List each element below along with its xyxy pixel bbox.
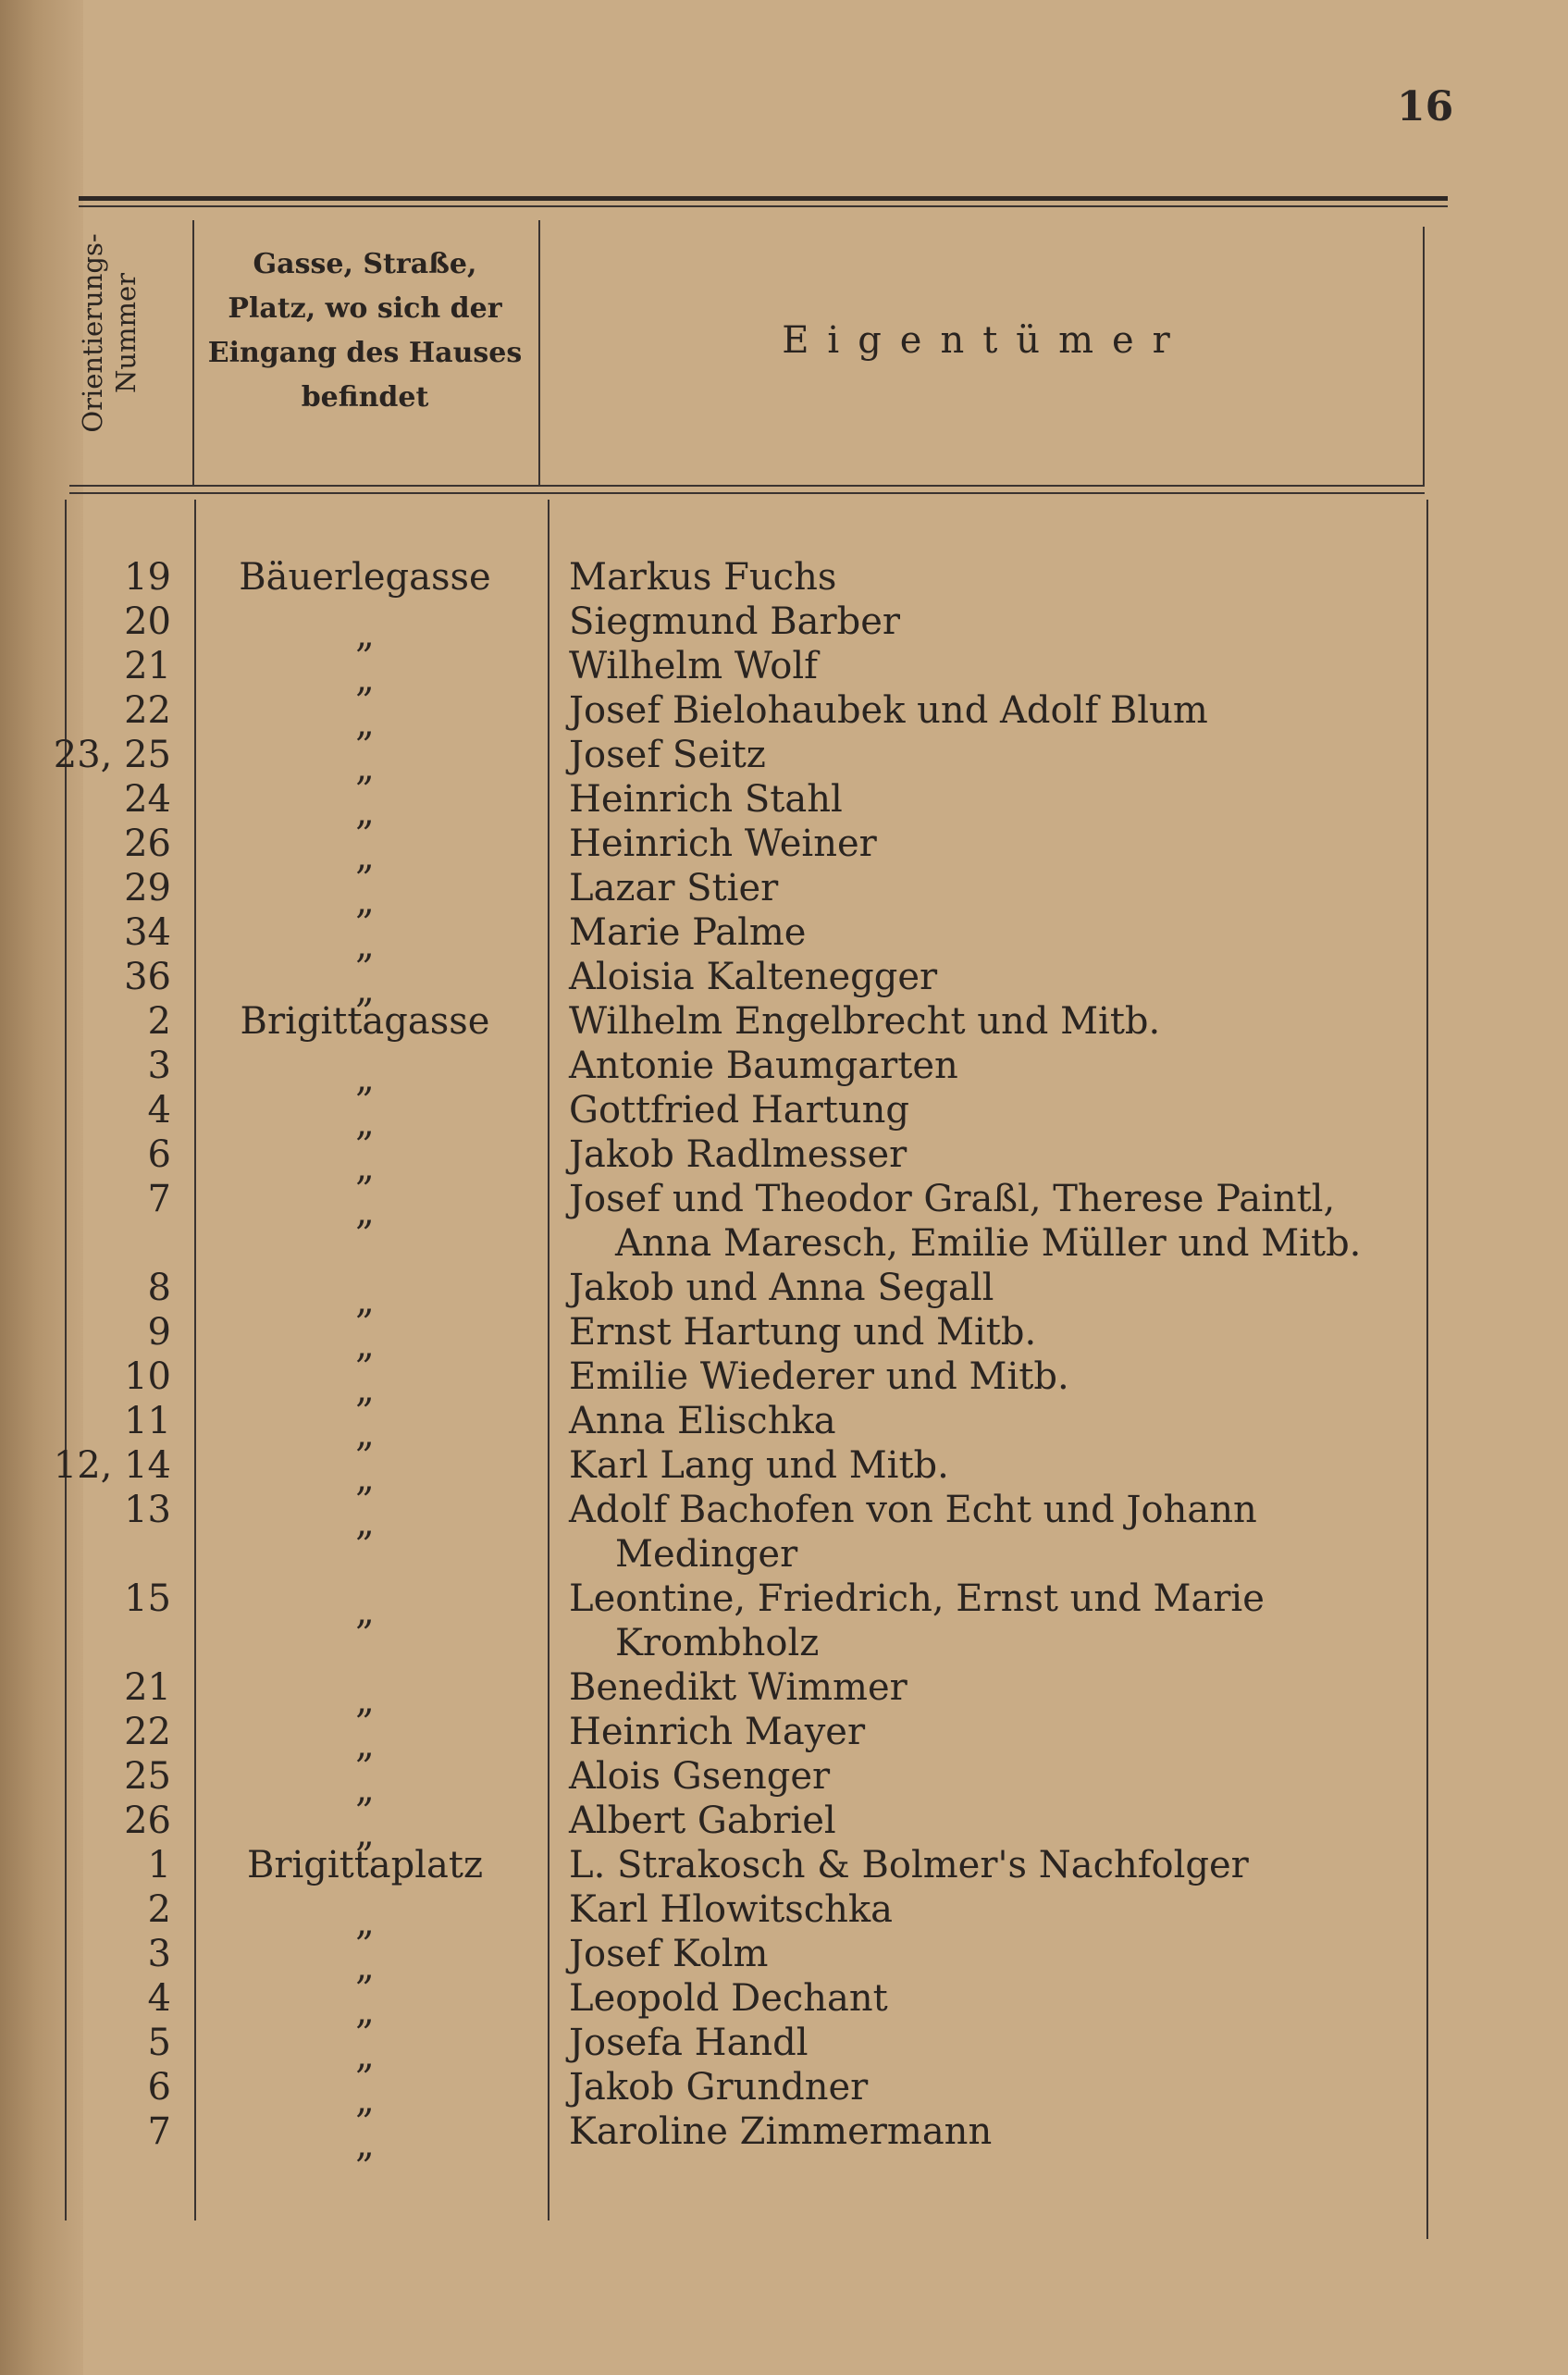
ditto-mark: „ bbox=[355, 1058, 375, 1100]
ditto-mark: „ bbox=[355, 1102, 375, 1144]
owner-name: Josef Bielohaubek und Adolf Blum bbox=[569, 689, 1208, 732]
ditto-mark: „ bbox=[355, 880, 375, 922]
owner-name: Jakob und Anna Segall bbox=[569, 1267, 994, 1309]
table-row bbox=[0, 1976, 1568, 2033]
table-row bbox=[0, 1310, 1568, 1367]
header-orientation-number: Orientierungs-Nummer bbox=[77, 233, 142, 433]
table-row bbox=[0, 1443, 1568, 1500]
owner-name bbox=[569, 1177, 1420, 1266]
house-number: 3 bbox=[147, 1933, 171, 1975]
house-number: 26 bbox=[124, 823, 171, 865]
house-number: 20 bbox=[124, 600, 171, 643]
house-number: 5 bbox=[147, 2022, 171, 2064]
ditto-mark: „ bbox=[355, 2035, 375, 2077]
table-row bbox=[0, 822, 1568, 878]
house-number: 8 bbox=[147, 1267, 171, 1309]
owner-name: Josef Seitz bbox=[569, 734, 766, 776]
owner-name: Aloisia Kaltenegger bbox=[569, 956, 938, 998]
table-row bbox=[0, 733, 1568, 789]
ditto-mark: „ bbox=[355, 1679, 375, 1722]
ditto-mark: „ bbox=[355, 2079, 375, 2121]
ditto-mark: „ bbox=[355, 1946, 375, 1988]
ditto-mark: „ bbox=[355, 1324, 375, 1367]
ditto-mark: „ bbox=[355, 1901, 375, 1944]
owner-name: Benedikt Wimmer bbox=[569, 1666, 907, 1709]
street-name: Bäuerlegasse bbox=[239, 556, 491, 599]
house-number: 26 bbox=[124, 1800, 171, 1842]
table-row bbox=[0, 1887, 1568, 1944]
owner-name: Heinrich Weiner bbox=[569, 823, 877, 865]
ditto-mark: „ bbox=[355, 1990, 375, 2033]
owner-line: Adolf Bachofen von Echt und Johann bbox=[569, 1489, 1257, 1531]
table-row bbox=[0, 910, 1568, 967]
house-number: 34 bbox=[124, 911, 171, 954]
table-row bbox=[0, 1665, 1568, 1722]
header-bottom-rule bbox=[69, 492, 1425, 494]
house-number: 7 bbox=[147, 2110, 171, 2153]
table-row bbox=[0, 1710, 1568, 1766]
table-row bbox=[0, 1399, 1568, 1455]
table-row bbox=[0, 1044, 1568, 1100]
owner-name: Marie Palme bbox=[569, 911, 807, 954]
owner-name: Jakob Grundner bbox=[569, 2066, 869, 2109]
table-row bbox=[0, 644, 1568, 700]
house-number: 19 bbox=[124, 556, 171, 599]
owner-name: Siegmund Barber bbox=[569, 600, 901, 643]
house-number: 15 bbox=[124, 1577, 171, 1620]
owner-name: Markus Fuchs bbox=[569, 556, 837, 599]
table-row bbox=[0, 1799, 1568, 1855]
house-number: 2 bbox=[147, 1000, 171, 1043]
house-number: 3 bbox=[147, 1045, 171, 1087]
house-number: 12, 14 bbox=[53, 1444, 171, 1487]
table-row bbox=[0, 1843, 1568, 1887]
house-number: 6 bbox=[147, 1133, 171, 1176]
owner-name: Wilhelm Engelbrecht und Mitb. bbox=[569, 1000, 1161, 1043]
ditto-mark: „ bbox=[355, 1146, 375, 1189]
owner-name: Gottfried Hartung bbox=[569, 1089, 909, 1132]
owner-line: Josef und Theodor Graßl, Therese Paintl, bbox=[569, 1178, 1336, 1220]
header-owner: Eigentümer bbox=[782, 319, 1189, 362]
table-row bbox=[0, 999, 1568, 1044]
owner-name: Heinrich Stahl bbox=[569, 778, 843, 821]
ditto-mark: „ bbox=[355, 1590, 375, 1633]
house-number: 21 bbox=[124, 1666, 171, 1709]
table-row bbox=[0, 600, 1568, 656]
table-row bbox=[0, 866, 1568, 922]
owner-name: Leopold Dechant bbox=[569, 1977, 888, 2020]
ditto-mark: „ bbox=[355, 969, 375, 1011]
ditto-mark: „ bbox=[355, 1191, 375, 1233]
table-row bbox=[0, 1266, 1568, 1322]
house-number: 22 bbox=[124, 689, 171, 732]
table-row bbox=[0, 1354, 1568, 1411]
owner-name: Karl Hlowitschka bbox=[569, 1888, 893, 1931]
owner-name: Karl Lang und Mitb. bbox=[569, 1444, 949, 1487]
owner-name: Albert Gabriel bbox=[569, 1800, 836, 1842]
house-number: 7 bbox=[147, 1178, 171, 1220]
owner-name: Wilhelm Wolf bbox=[569, 645, 818, 687]
house-number: 24 bbox=[124, 778, 171, 821]
table-row bbox=[0, 1488, 1568, 1577]
house-number: 13 bbox=[124, 1489, 171, 1531]
table-row bbox=[0, 2109, 1568, 2166]
ditto-mark: „ bbox=[355, 2123, 375, 2166]
street-name: Brigittaplatz bbox=[246, 1844, 484, 1886]
table-row bbox=[0, 1754, 1568, 1811]
house-number: 11 bbox=[124, 1400, 171, 1442]
ditto-mark: „ bbox=[355, 747, 375, 789]
table-body bbox=[0, 555, 1568, 2166]
ditto-mark: „ bbox=[355, 1457, 375, 1500]
ditto-mark: „ bbox=[355, 702, 375, 745]
owner-name: Jakob Radlmesser bbox=[569, 1133, 907, 1176]
owner-line-continued: Medinger bbox=[615, 1533, 798, 1576]
ditto-mark: „ bbox=[355, 1368, 375, 1411]
ditto-mark: „ bbox=[355, 1812, 375, 1855]
street-name: Brigittagasse bbox=[240, 1000, 490, 1043]
house-number: 4 bbox=[147, 1089, 171, 1132]
house-number: 29 bbox=[124, 867, 171, 909]
header-rule-thin bbox=[79, 205, 1448, 207]
table-row bbox=[0, 777, 1568, 834]
house-number: 10 bbox=[124, 1355, 171, 1398]
house-number: 36 bbox=[124, 956, 171, 998]
owner-name: Karoline Zimmermann bbox=[569, 2110, 993, 2153]
house-number: 22 bbox=[124, 1711, 171, 1753]
ditto-mark: „ bbox=[355, 1768, 375, 1811]
owner-name: Anna Elischka bbox=[569, 1400, 836, 1442]
column-divider bbox=[192, 220, 194, 487]
table-row bbox=[0, 2065, 1568, 2121]
ditto-mark: „ bbox=[355, 924, 375, 967]
table-row bbox=[0, 688, 1568, 745]
owner-name: Heinrich Mayer bbox=[569, 1711, 866, 1753]
table-row bbox=[0, 2021, 1568, 2077]
house-number: 23, 25 bbox=[53, 734, 171, 776]
owner-line-continued: Krombholz bbox=[615, 1622, 820, 1664]
owner-line: Leontine, Friedrich, Ernst und Marie bbox=[569, 1577, 1265, 1620]
house-number: 21 bbox=[124, 645, 171, 687]
owner-name: Lazar Stier bbox=[569, 867, 779, 909]
owner-name: L. Strakosch & Bolmer's Nachfolger bbox=[569, 1844, 1249, 1886]
house-number: 4 bbox=[147, 1977, 171, 2020]
header-street: Gasse, Straße, Platz, wo sich der Eingang des Hauses befindet bbox=[207, 248, 523, 414]
owner-name bbox=[569, 1488, 1420, 1577]
owner-name: Josefa Handl bbox=[569, 2022, 809, 2064]
ditto-mark: „ bbox=[355, 1724, 375, 1766]
table-row bbox=[0, 955, 1568, 1011]
table-row bbox=[0, 1932, 1568, 1988]
ditto-mark: „ bbox=[355, 658, 375, 700]
header-bottom-rule bbox=[69, 485, 1425, 487]
owner-name: Alois Gsenger bbox=[569, 1755, 831, 1798]
ditto-mark: „ bbox=[355, 1502, 375, 1544]
ditto-mark: „ bbox=[355, 835, 375, 878]
house-number: 2 bbox=[147, 1888, 171, 1931]
owner-name: Antonie Baumgarten bbox=[569, 1045, 958, 1087]
table-row bbox=[0, 555, 1568, 600]
owner-name: Ernst Hartung und Mitb. bbox=[569, 1311, 1037, 1354]
ditto-mark: „ bbox=[355, 1413, 375, 1455]
ditto-mark: „ bbox=[355, 791, 375, 834]
ditto-mark: „ bbox=[355, 613, 375, 656]
page-number: 16 bbox=[1397, 83, 1454, 130]
table-row bbox=[0, 1577, 1568, 1665]
owner-name: Josef Kolm bbox=[569, 1933, 769, 1975]
header-rule-thick bbox=[79, 196, 1448, 201]
owner-line-continued: Anna Maresch, Emilie Müller und Mitb. bbox=[615, 1222, 1362, 1265]
house-number: 25 bbox=[124, 1755, 171, 1798]
ditto-mark: „ bbox=[355, 1280, 375, 1322]
table-row bbox=[0, 1132, 1568, 1189]
owner-name bbox=[569, 1577, 1420, 1665]
house-number: 6 bbox=[147, 2066, 171, 2109]
house-number: 1 bbox=[147, 1844, 171, 1886]
house-number: 9 bbox=[147, 1311, 171, 1354]
column-divider bbox=[538, 220, 540, 487]
owner-name: Emilie Wiederer und Mitb. bbox=[569, 1355, 1069, 1398]
table-row bbox=[0, 1088, 1568, 1144]
table-row bbox=[0, 1177, 1568, 1266]
